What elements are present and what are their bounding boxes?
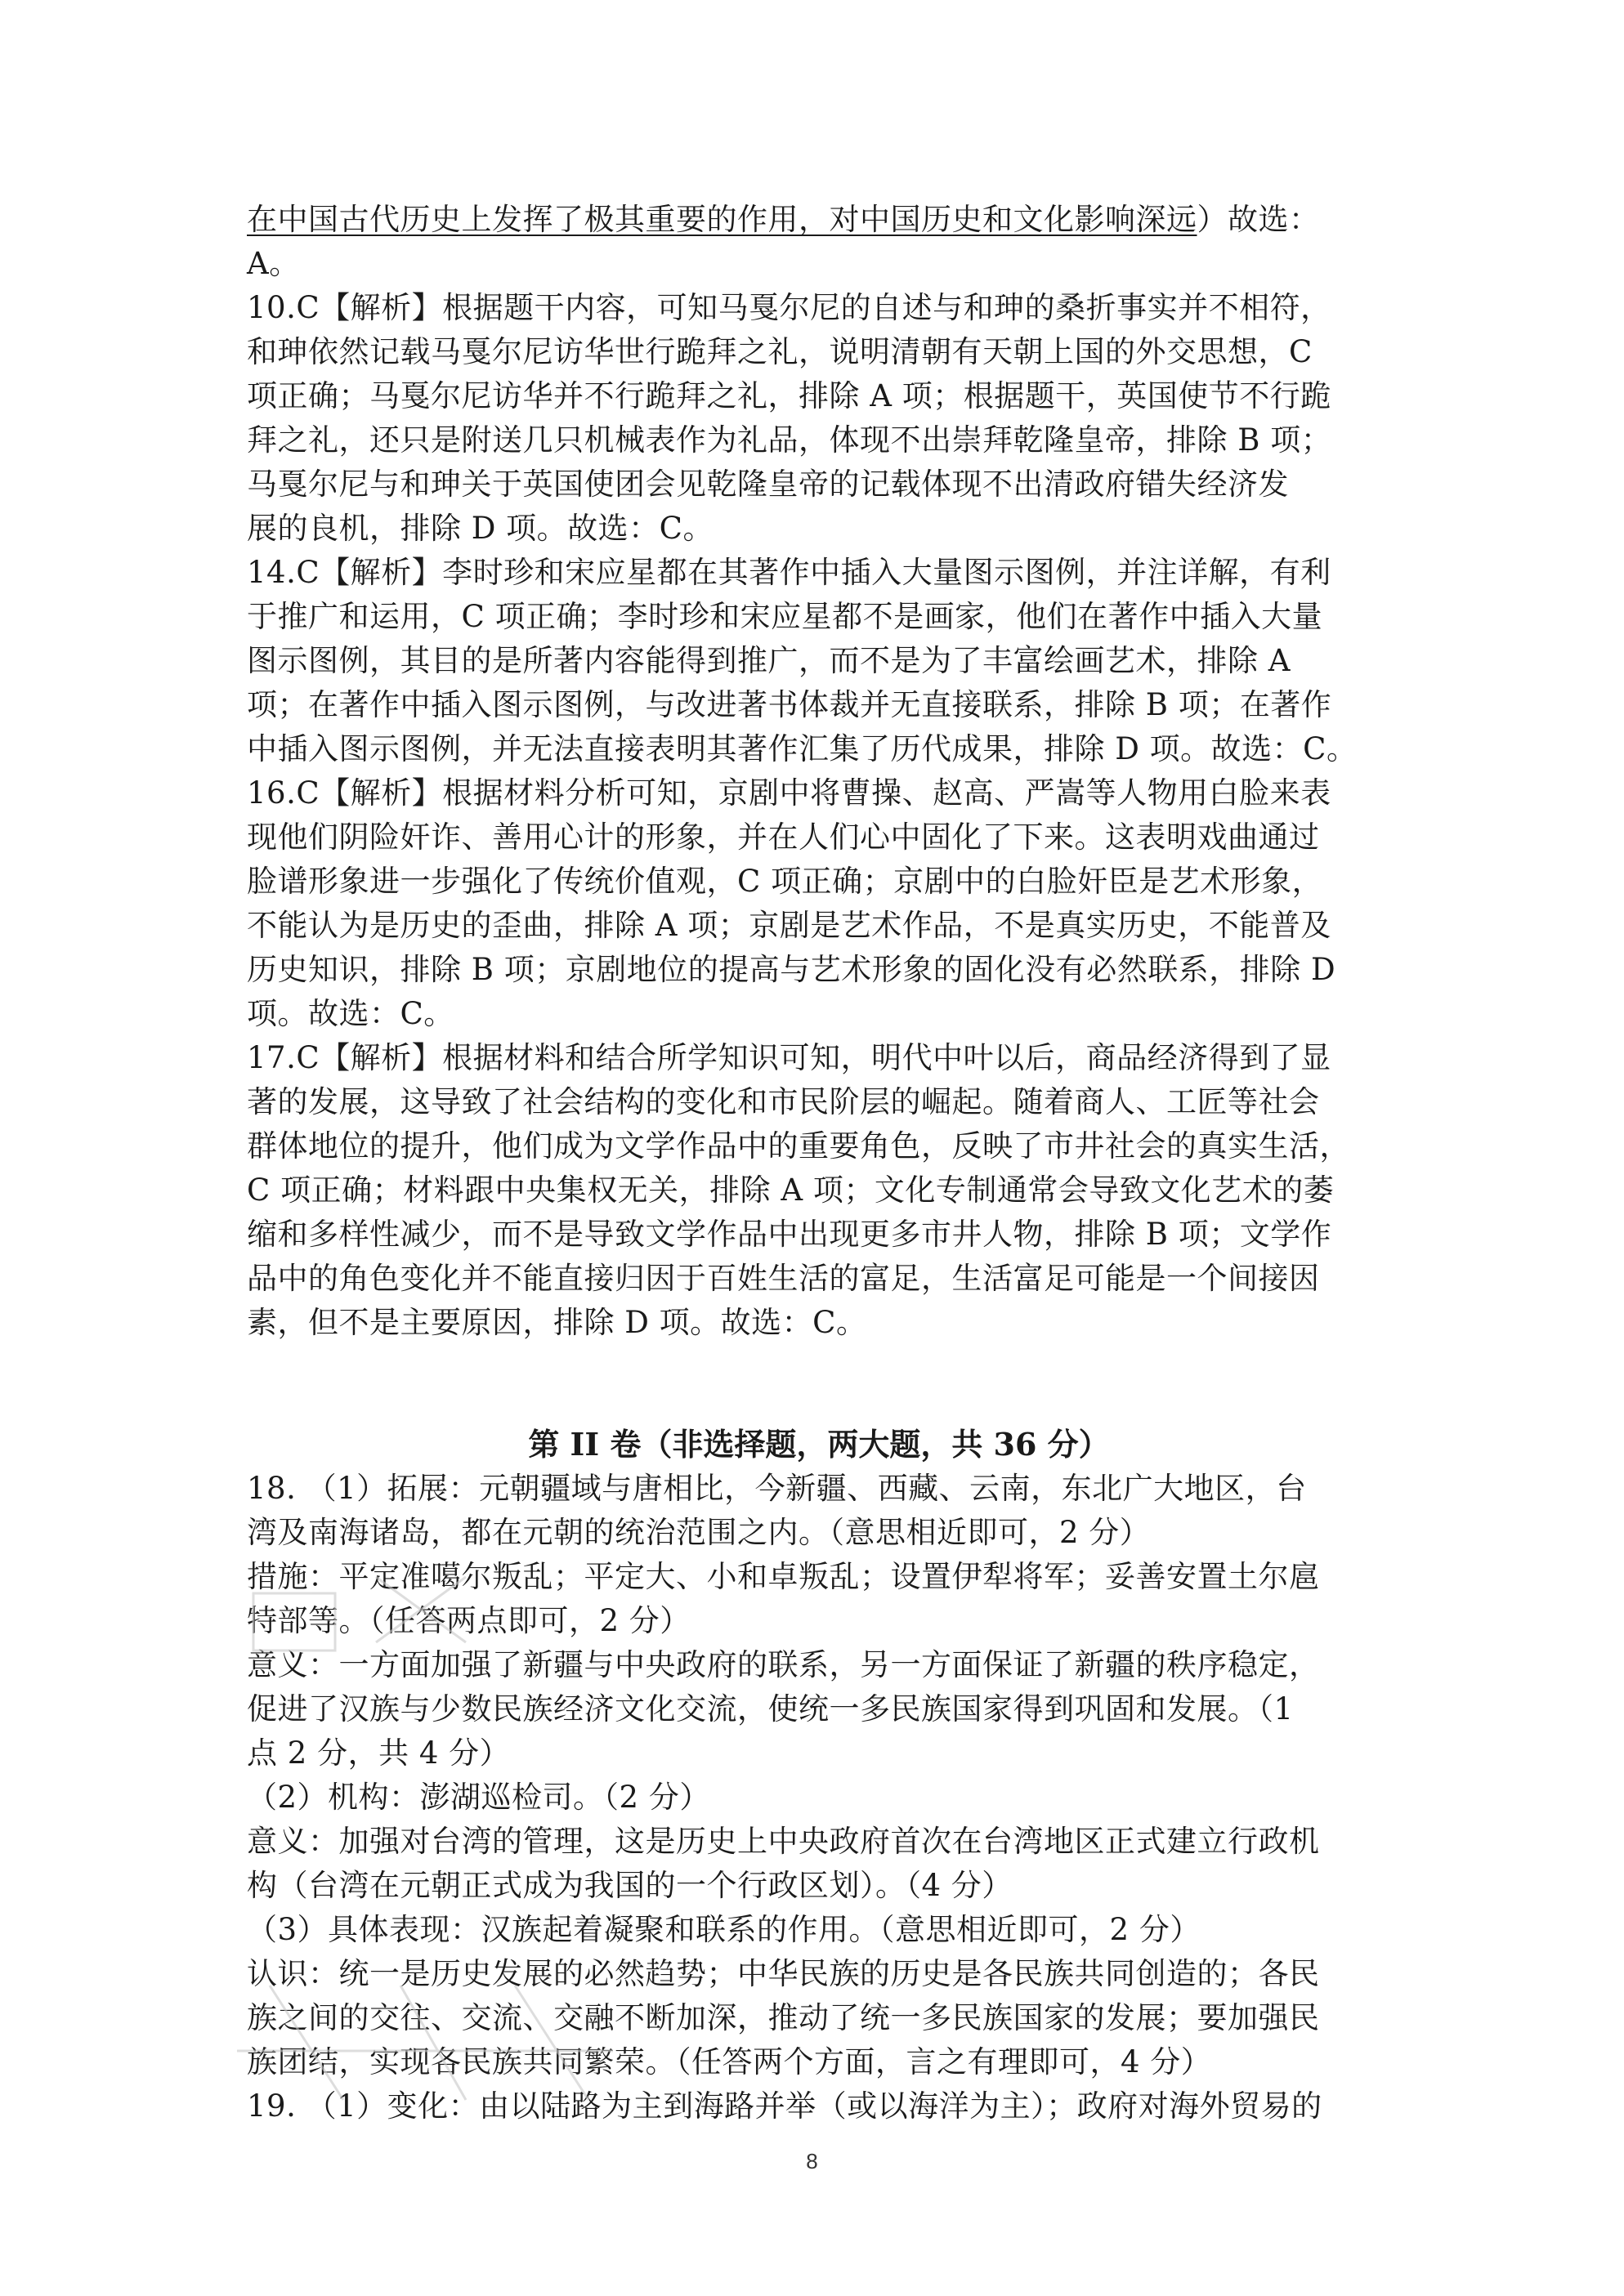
line-text: 族团结，实现各民族共同繁荣。（任答两个方面，言之有理即可，4 分） bbox=[247, 2044, 1212, 2079]
text-line bbox=[247, 2084, 1391, 2128]
line-text: （3）具体表现：汉族起着凝聚和联系的作用。（意思相近即可，2 分） bbox=[247, 1912, 1201, 1947]
line-text: A。 bbox=[247, 246, 300, 281]
line-text: 著的发展，这导致了社会结构的变化和市民阶层的崛起。随着商人、工匠等社会 bbox=[247, 1084, 1320, 1119]
text-line bbox=[247, 1643, 1391, 1687]
line-text: 认识：统一是历史发展的必然趋势；中华民族的历史是各民族共同创造的；各民 bbox=[247, 1956, 1320, 1991]
line-text: 中插入图示图例，并无法直接表明其著作汇集了历代成果，排除 D 项。故选：C。 bbox=[247, 731, 1358, 766]
text-line bbox=[247, 507, 1391, 551]
line-text: 措施：平定准噶尔叛乱；平定大、小和卓叛乱；设置伊犁将军；妥善安置土尔扈 bbox=[247, 1559, 1320, 1594]
text-line bbox=[247, 639, 1391, 683]
line-text: 现他们阴险奸诈、善用心计的形象，并在人们心中固化了下来。这表明戏曲通过 bbox=[247, 820, 1320, 855]
text-line bbox=[247, 683, 1391, 727]
line-text: C 项正确；材料跟中央集权无关，排除 A 项；文化专制通常会导致文化艺术的萎 bbox=[247, 1173, 1335, 1208]
text-line bbox=[247, 1687, 1391, 1731]
line-text: 群体地位的提升，他们成为文学作品中的重要角色，反映了市井社会的真实生活， bbox=[247, 1128, 1350, 1164]
line-text: 19. （1）变化：由以陆路为主到海路并举（或以海洋为主）；政府对海外贸易的 bbox=[247, 2088, 1322, 2124]
text-line bbox=[247, 418, 1391, 462]
line-text: 14.C【解析】李时珍和宋应星都在其著作中插入大量图示图例，并注详解，有利 bbox=[247, 555, 1331, 590]
line-text: 意义：一方面加强了新疆与中央政府的联系，另一方面保证了新疆的秩序稳定， bbox=[247, 1647, 1320, 1682]
text-line bbox=[247, 198, 1391, 242]
text-line bbox=[247, 551, 1391, 595]
line-text: 马戛尔尼与和珅关于英国使团会见乾隆皇帝的记载体现不出清政府错失经济发 bbox=[247, 467, 1289, 502]
text-line bbox=[247, 1168, 1391, 1213]
text-line bbox=[247, 727, 1391, 771]
text-line bbox=[247, 1036, 1391, 1080]
text-line bbox=[247, 1776, 1391, 1820]
line-text: 在中国古代历史上发挥了极其重要的作用，对中国历史和文化影响深远 bbox=[247, 202, 1197, 237]
line-text: 历史知识，排除 B 项；京剧地位的提高与艺术形象的固化没有必然联系，排除 D bbox=[247, 952, 1336, 987]
text-line bbox=[247, 2040, 1391, 2084]
line-text: 族之间的交往、交流、交融不断加深，推动了统一多民族国家的发展；要加强民 bbox=[247, 2000, 1320, 2035]
text-line bbox=[247, 1820, 1391, 1864]
text-line bbox=[247, 1467, 1391, 1511]
line-text: 拜之礼，还只是附送几只机械表作为礼品，体现不出崇拜乾隆皇帝，排除 B 项； bbox=[247, 422, 1332, 458]
line-text: （2）机构：澎湖巡检司。（2 分） bbox=[247, 1780, 710, 1815]
line-text: 项。故选：C。 bbox=[247, 996, 454, 1031]
essay-answers bbox=[247, 1467, 1391, 2128]
line-text: 展的良机，排除 D 项。故选：C。 bbox=[247, 511, 714, 546]
line-text: 17.C【解析】根据材料和结合所学知识可知，明代中叶以后，商品经济得到了显 bbox=[247, 1040, 1331, 1075]
line-text: 10.C【解析】根据题干内容，可知马戛尔尼的自述与和珅的桑折事实并不相符， bbox=[247, 290, 1331, 325]
answer-content bbox=[247, 198, 1391, 2128]
line-text: 和珅依然记载马戛尔尼访华世行跪拜之礼，说明清朝有天朝上国的外交思想，C bbox=[247, 334, 1313, 369]
text-line bbox=[247, 286, 1391, 330]
line-text: 于推广和运用，C 项正确；李时珍和宋应星都不是画家，他们在著作中插入大量 bbox=[247, 599, 1323, 634]
text-line bbox=[247, 1080, 1391, 1124]
text-line bbox=[247, 330, 1391, 374]
text-line bbox=[247, 815, 1391, 860]
line-text: 意义：加强对台湾的管理，这是历史上中央政府首次在台湾地区正式建立行政机 bbox=[247, 1824, 1320, 1859]
line-text: 湾及南海诸岛，都在元朝的统治范围之内。（意思相近即可，2 分） bbox=[247, 1515, 1151, 1550]
line-text: 缩和多样性减少，而不是导致文学作品中出现更多市井人物，排除 B 项；文学作 bbox=[247, 1217, 1332, 1252]
text-line bbox=[247, 1908, 1391, 1952]
text-line bbox=[247, 1731, 1391, 1776]
line-text: 项；在著作中插入图示图例，与改进著书体裁并无直接联系，排除 B 项；在著作 bbox=[247, 687, 1332, 722]
line-text: 构（台湾在元朝正式成为我国的一个行政区划）。（4 分） bbox=[247, 1868, 1013, 1903]
text-line bbox=[247, 1301, 1391, 1345]
text-line bbox=[247, 948, 1391, 992]
text-line bbox=[247, 595, 1391, 639]
text-line bbox=[247, 374, 1391, 418]
text-line bbox=[247, 1952, 1391, 1996]
line-tail: ）故选： bbox=[1197, 202, 1320, 237]
line-text: 16.C【解析】根据材料分析可知，京剧中将曹操、赵高、严嵩等人物用白脸来表 bbox=[247, 775, 1331, 811]
line-text: 品中的角色变化并不能直接归因于百姓生活的富足，生活富足可能是一个间接因 bbox=[247, 1261, 1320, 1296]
line-text: 图示图例，其目的是所著内容能得到推广，而不是为了丰富绘画艺术，排除 A bbox=[247, 643, 1291, 678]
text-line bbox=[247, 1213, 1391, 1257]
line-text: 素，但不是主要原因，排除 D 项。故选：C。 bbox=[247, 1305, 867, 1340]
text-line bbox=[247, 860, 1391, 904]
answer-explanations bbox=[247, 198, 1391, 1345]
text-line bbox=[247, 1124, 1391, 1168]
text-line bbox=[247, 1996, 1391, 2040]
text-line bbox=[247, 1555, 1391, 1599]
line-text: 项正确；马戛尔尼访华并不行跪拜之礼，排除 A 项；根据题干，英国使节不行跪 bbox=[247, 378, 1331, 413]
section-spacer bbox=[247, 1345, 1391, 1423]
line-text: 18. （1）拓展：元朝疆域与唐相比，今新疆、西藏、云南，东北广大地区，台 bbox=[247, 1471, 1307, 1506]
text-line bbox=[247, 992, 1391, 1036]
text-line bbox=[247, 1599, 1391, 1643]
text-line bbox=[247, 1257, 1391, 1301]
text-line bbox=[247, 1864, 1391, 1908]
line-text: 不能认为是历史的歪曲，排除 A 项；京剧是艺术作品，不是真实历史，不能普及 bbox=[247, 908, 1331, 943]
text-line bbox=[247, 462, 1391, 507]
text-line bbox=[247, 904, 1391, 948]
line-text: 点 2 分，共 4 分） bbox=[247, 1735, 511, 1771]
section-title: 第 II 卷（非选择题，两大题，共 36 分） bbox=[528, 1426, 1110, 1463]
line-text: 脸谱形象进一步强化了传统价值观，C 项正确；京剧中的白脸奸臣是艺术形象， bbox=[247, 864, 1323, 899]
text-line bbox=[247, 771, 1391, 815]
line-text: 促进了汉族与少数民族经济文化交流，使统一多民族国家得到巩固和发展。（1 bbox=[247, 1691, 1294, 1726]
page-number: 8 bbox=[806, 2149, 818, 2173]
text-line bbox=[247, 1511, 1391, 1555]
line-text: 特部等。（任答两点即可，2 分） bbox=[247, 1603, 691, 1638]
text-line bbox=[247, 242, 1391, 286]
